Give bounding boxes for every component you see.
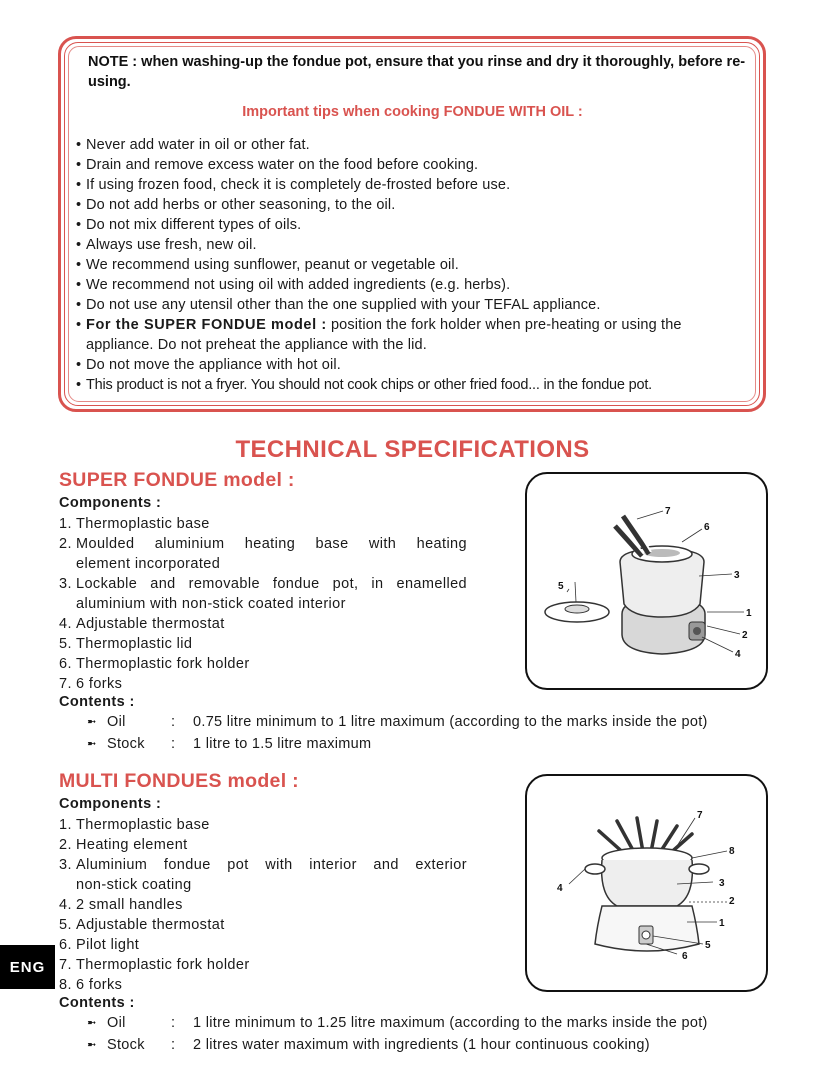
- list-item: • Never add water in oil or other fat.: [76, 135, 756, 155]
- multi-components-label: Components :: [59, 796, 162, 812]
- list-item: 7. Thermoplastic fork holder: [59, 957, 250, 973]
- list-item: [76, 315, 756, 355]
- list-item: aluminium with non-stick coated interior: [76, 596, 346, 612]
- list-item: 4. Adjustable thermostat: [59, 616, 225, 632]
- list-item: 2. Moulded aluminium heating base with heating: [59, 536, 467, 552]
- contents-row: ➼ Oil : 1 litre minimum to 1.25 litre maximum (according to the marks inside the pot): [87, 1012, 708, 1034]
- list-item: element incorporated: [76, 556, 221, 572]
- list-item: 3. Lockable and removable fondue pot, in enamelled: [59, 576, 467, 592]
- callout-label: 5: [558, 581, 564, 592]
- list-item: 8. 6 forks: [59, 977, 123, 993]
- list-item: • Do not use any utensil other than the one supplied with your TEFAL appliance.: [76, 295, 756, 315]
- arrow-icon: ➼: [87, 716, 97, 728]
- contents-row: ➼ Oil : 0.75 litre minimum to 1 litre maximum (according to the marks inside the pot): [87, 711, 708, 733]
- tips-title: Important tips when cooking FONDUE WITH OIL :: [242, 104, 583, 120]
- callout-label: 7: [665, 506, 671, 517]
- callout-label: 6: [704, 522, 710, 533]
- list-item: • Drain and remove excess water on the food before cooking.: [76, 155, 756, 175]
- super-fondue-title: SUPER FONDUE model :: [59, 469, 295, 491]
- list-item: 5. Adjustable thermostat: [59, 917, 225, 933]
- list-item: 7. 6 forks: [59, 676, 123, 692]
- list-item: 6. Pilot light: [59, 937, 140, 953]
- callout-label: 6: [682, 951, 688, 962]
- super-components-list: [59, 514, 467, 694]
- washing-note: NOTE : when washing-up the fondue pot, ensure that you rinse and dry it thoroughly, before re-using.: [88, 54, 746, 90]
- super-contents: [87, 711, 708, 755]
- page-title: TECHNICAL SPECIFICATIONS: [235, 436, 590, 463]
- super-contents-label: Contents :: [59, 694, 135, 710]
- list-item: 1. Thermoplastic base: [59, 516, 210, 532]
- list-item: • Do not mix different types of oils.: [76, 215, 756, 235]
- list-item: 5. Thermoplastic lid: [59, 636, 193, 652]
- list-item: non-stick coating: [76, 877, 192, 893]
- callout-label: 1: [746, 608, 752, 619]
- list-item: 2. Heating element: [59, 837, 188, 853]
- list-item: • We recommend not using oil with added ingredients (e.g. herbs).: [76, 275, 756, 295]
- callout-label: 7: [697, 810, 703, 821]
- list-item: • Do not move the appliance with hot oil.: [76, 355, 756, 375]
- language-tab: ENG: [0, 945, 55, 989]
- super-tip-bold: For the SUPER FONDUE model :: [86, 317, 327, 333]
- multi-contents-label: Contents :: [59, 995, 135, 1011]
- callout-label: 2: [742, 630, 748, 641]
- list-item: 3. Aluminium fondue pot with interior and exterior: [59, 857, 467, 873]
- callout-label: 5: [705, 940, 711, 951]
- list-item: 4. 2 small handles: [59, 897, 183, 913]
- tips-list: [76, 135, 756, 395]
- multi-components-list: [59, 815, 467, 995]
- list-item: 6. Thermoplastic fork holder: [59, 656, 250, 672]
- multi-contents: [87, 1012, 708, 1056]
- callout-label: 3: [734, 570, 740, 581]
- super-fondue-illustration: [525, 472, 768, 690]
- list-item: • This product is not a fryer. You should not cook chips or other fried food... in the fondue pot.: [76, 375, 756, 395]
- multi-fondues-title: MULTI FONDUES model :: [59, 770, 299, 792]
- callout-label: 2: [729, 896, 735, 907]
- arrow-icon: ➼: [87, 1039, 97, 1051]
- list-item: • If using frozen food, check it is completely de-frosted before use.: [76, 175, 756, 195]
- multi-fondues-illustration: [525, 774, 768, 992]
- super-tip-line2: appliance. Do not preheat the appliance with the lid.: [86, 337, 427, 353]
- arrow-icon: ➼: [87, 1017, 97, 1029]
- list-item: • Always use fresh, new oil.: [76, 235, 756, 255]
- callout-label: 4: [735, 649, 741, 660]
- callout-label: 8: [729, 846, 735, 857]
- list-item: • Do not add herbs or other seasoning, to the oil.: [76, 195, 756, 215]
- list-item: 1. Thermoplastic base: [59, 817, 210, 833]
- fondue-diagram-icon: [527, 776, 766, 990]
- callout-label: 1: [719, 918, 725, 929]
- list-item: • We recommend using sunflower, peanut or vegetable oil.: [76, 255, 756, 275]
- callout-label: 3: [719, 878, 725, 889]
- contents-row: ➼ Stock : 2 litres water maximum with ingredients (1 hour continuous cooking): [87, 1034, 708, 1056]
- arrow-icon: ➼: [87, 738, 97, 750]
- contents-row: ➼ Stock : 1 litre to 1.5 litre maximum: [87, 733, 708, 755]
- callout-label: 4: [557, 883, 563, 894]
- super-components-label: Components :: [59, 495, 162, 511]
- fondue-diagram-icon: [527, 474, 766, 688]
- super-tip-line1: position the fork holder when pre-heating or using the: [326, 317, 682, 333]
